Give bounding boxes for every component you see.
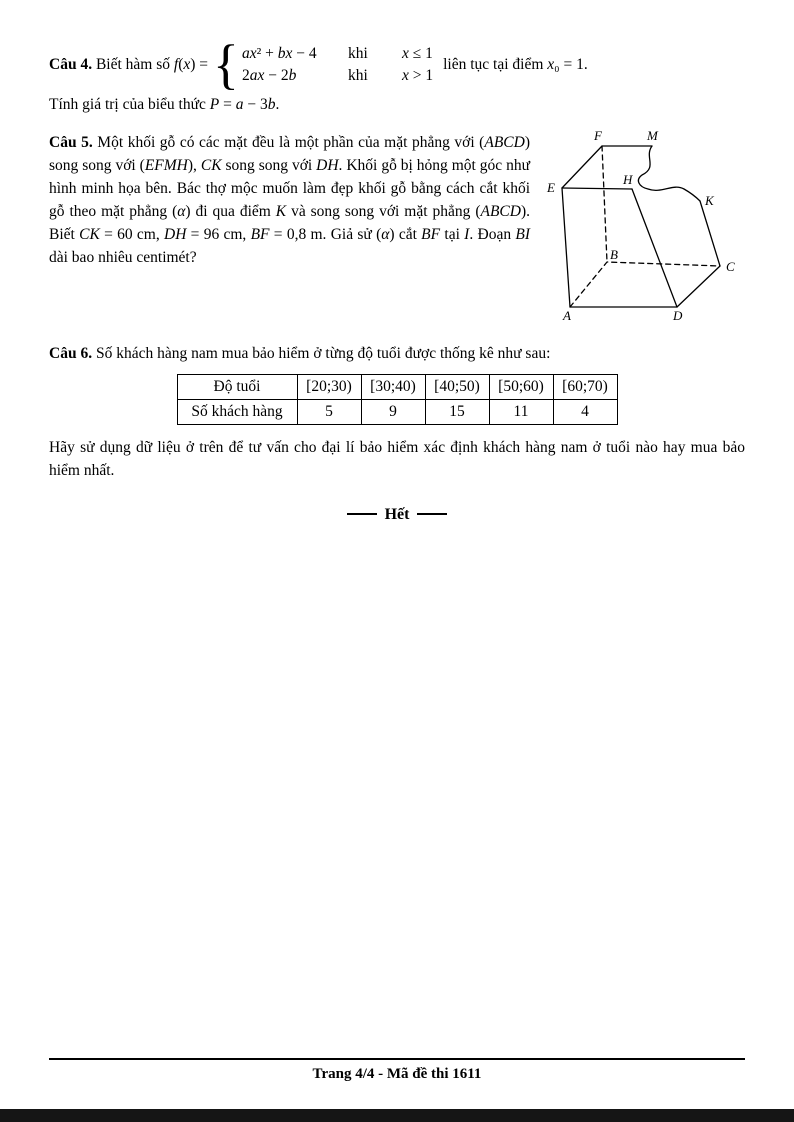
q5-statement: Câu 5. Một khối gỗ có các mặt đều là một phần của mặt phẳng với (ABCD) song song với (EFMH), CK song song với DH. Khối gỗ bị hỏng một góc như hình minh họa bên. Bác thợ mộc muốn làm đẹp khối gỗ bằng cách cắt khối gỗ theo mặt phẳng (α) đi qua điểm K và song song với mặt phẳng (ABCD). Biết CK = 60 cm, DH = 96 cm, BF = 0,8 m. Giả sử (α) cắt BF tại I. Đoạn BI dài bao nhiêu centimét? [49, 133, 530, 266]
q6-statement: Câu 6. Số khách hàng nam mua bảo hiểm ở từng độ tuổi được thống kê như sau: [49, 344, 551, 362]
label-K: K [705, 192, 714, 208]
case-2-condition-word: khi [347, 66, 368, 84]
edge-E-A-D-C-K [562, 188, 720, 307]
q4-second-line: Tính giá trị của biểu thức P = a − 3b. [49, 95, 280, 113]
label-E: E [547, 179, 555, 195]
case-1-condition-word: khi [347, 44, 368, 62]
q5-solid-diagram [540, 131, 745, 323]
page-footer [49, 1058, 745, 1083]
value-cell-5: 4 [553, 399, 617, 424]
question-6 [49, 342, 745, 482]
table-value-row [177, 399, 617, 424]
q5-figure [540, 131, 745, 328]
q4-intro-text: Câu 4. Biết hàm số f(x) = [49, 55, 209, 73]
label-H: H [623, 171, 633, 187]
q6-data-table [177, 374, 618, 425]
label-D: D [673, 307, 683, 323]
edge-E-H [562, 188, 632, 189]
table-header-row [177, 374, 617, 399]
footer-text: Trang 4/4 - Mã đề thi 1611 [312, 1066, 482, 1082]
edge-A-B-C-hidden [570, 262, 720, 307]
value-cell-row-label: Số khách hàng [177, 399, 297, 424]
q4-outro-text: liên tục tại điểm x₀ = 1. [443, 55, 588, 73]
label-B: B [610, 246, 618, 262]
question-4 [49, 33, 745, 116]
end-dash-left [347, 513, 377, 515]
value-cell-3: 15 [425, 399, 489, 424]
case-2-expression: 2ax − 2b [241, 66, 297, 84]
case-1-inequality: x ≤ 1 [401, 44, 433, 62]
piecewise-case-1 [242, 43, 433, 65]
end-mark [49, 506, 745, 524]
label-C: C [726, 258, 735, 274]
case-1-expression: ax² + bx − 4 [241, 44, 317, 62]
piecewise-cases [242, 43, 433, 87]
case-2-inequality: x > 1 [401, 66, 434, 84]
label-F: F [594, 130, 602, 143]
vertex-labels [546, 131, 735, 323]
value-cell-1: 5 [297, 399, 361, 424]
q6-instruction: Hãy sử dụng dữ liệu ở trên để tư vấn cho đại lí bảo hiểm xác định khách hàng nam ở tuổi nào hay mua bảo hiểm nhất. [49, 438, 745, 479]
end-mark-text: Hết [384, 505, 410, 523]
header-cell-age-3: [40;50) [425, 374, 489, 399]
broken-edge-M-K [638, 146, 700, 201]
label-A: A [563, 307, 571, 323]
label-M: M [647, 130, 658, 143]
header-cell-age-label: Độ tuổi [177, 374, 297, 399]
footer-rule [49, 1058, 745, 1060]
value-cell-4: 11 [489, 399, 553, 424]
header-cell-age-1: [20;30) [297, 374, 361, 399]
edge-H-D [632, 189, 677, 307]
question-4-statement [49, 33, 745, 95]
header-cell-age-2: [30;40) [361, 374, 425, 399]
edge-F-B-hidden [602, 146, 607, 262]
piecewise-case-2 [242, 65, 433, 87]
scan-edge-artifact [0, 1109, 794, 1122]
header-cell-age-4: [50;60) [489, 374, 553, 399]
question-5 [49, 131, 745, 330]
end-dash-right [417, 513, 447, 515]
value-cell-2: 9 [361, 399, 425, 424]
header-cell-age-5: [60;70) [553, 374, 617, 399]
piecewise-brace: { [213, 33, 239, 95]
